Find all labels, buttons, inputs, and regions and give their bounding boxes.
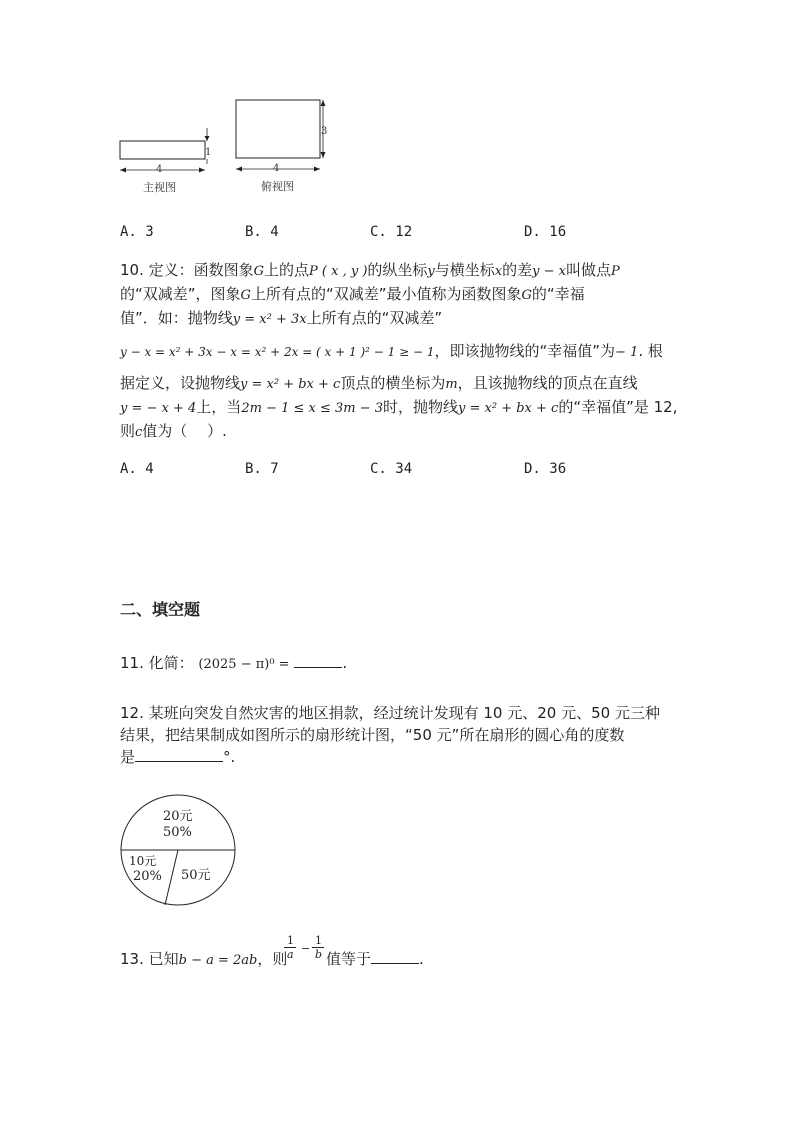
q9-option-d: D. 16 <box>524 224 567 240</box>
slice-20-pct: 50% <box>163 825 192 840</box>
front-height-label: 1 <box>205 147 212 158</box>
q13: 13. 已知b − a = 2ab，则 <box>120 950 288 968</box>
q13-answer-blank[interactable] <box>371 949 419 964</box>
q9-option-c: C. 12 <box>370 224 413 240</box>
top-height-label: 3 <box>321 126 328 137</box>
q12-answer-blank[interactable] <box>135 747 223 762</box>
q10-option-a: A. 4 <box>120 461 154 477</box>
q10-line-1: 10. 定义：函数图象G上的点P ( x , y )的纵坐标y与横坐标x的差y − x叫做点P <box>120 261 620 279</box>
q10-line-3: 值”．如：抛物线y = x² + 3x上所有点的“双减差” <box>120 309 443 327</box>
pie-divider-slant <box>165 850 178 905</box>
slice-50-name: 50元 <box>181 868 211 883</box>
q11-answer-blank[interactable] <box>294 653 342 668</box>
q9-option-b: B. 4 <box>245 224 279 240</box>
q9-options <box>120 224 720 244</box>
q10-line-5: 据定义，设抛物线y = x² + bx + c顶点的横坐标为m，且该抛物线的顶点在直线 <box>120 374 638 392</box>
q12-line-2: 结果，把结果制成如图所示的扇形统计图，“50 元”所在扇形的圆心角的度数 <box>120 726 625 744</box>
q12-line-3: 是 °. <box>120 748 236 766</box>
q9-option-a: A. 3 <box>120 224 154 240</box>
q13-fraction-expr: 1 a − 1 b <box>282 934 326 970</box>
q10-line-2: 的“双减差”，图象G上所有点的“双减差”最小值称为函数图象G的“幸福 <box>120 285 585 303</box>
q12-line-1: 12. 某班向突发自然灾害的地区捐款，经过统计发现有 10 元、20 元、50 元三种 <box>120 704 660 722</box>
q10-option-d: D. 36 <box>524 461 567 477</box>
q13-tail: 值等于 . <box>326 950 424 968</box>
slice-20-name: 20元 <box>163 809 193 824</box>
q10-option-c: C. 34 <box>370 461 413 477</box>
q10-line-6: y = − x + 4上，当2m − 1 ≤ x ≤ 3m − 3时，抛物线y = x² + bx + c的“幸福值”是 12, <box>120 398 678 416</box>
slice-10-name: 10元 <box>129 854 157 868</box>
three-view-figure <box>110 92 340 202</box>
top-view-caption: 俯视图 <box>261 180 294 193</box>
q10-option-b: B. 7 <box>245 461 279 477</box>
top-view-rect <box>236 100 320 158</box>
slice-10-pct: 20% <box>133 869 162 884</box>
section-title: 二、填空题 <box>120 600 201 619</box>
top-width-label: 4 <box>273 163 280 174</box>
front-view-caption: 主视图 <box>143 181 176 194</box>
front-view-rect <box>120 141 205 159</box>
pie-chart <box>118 793 238 909</box>
q10-options <box>120 461 720 481</box>
q10-line-7: 则c值为（ ）. <box>120 422 227 440</box>
q10-line-4: y − x = x² + 3x − x = x² + 2x = ( x + 1 )² − 1 ≥ − 1，即该抛物线的“幸福值”为− 1. 根 <box>120 342 663 360</box>
front-width-label: 4 <box>156 164 163 175</box>
q11: 11. 化简： (2025 − π)⁰ = . <box>120 654 348 672</box>
